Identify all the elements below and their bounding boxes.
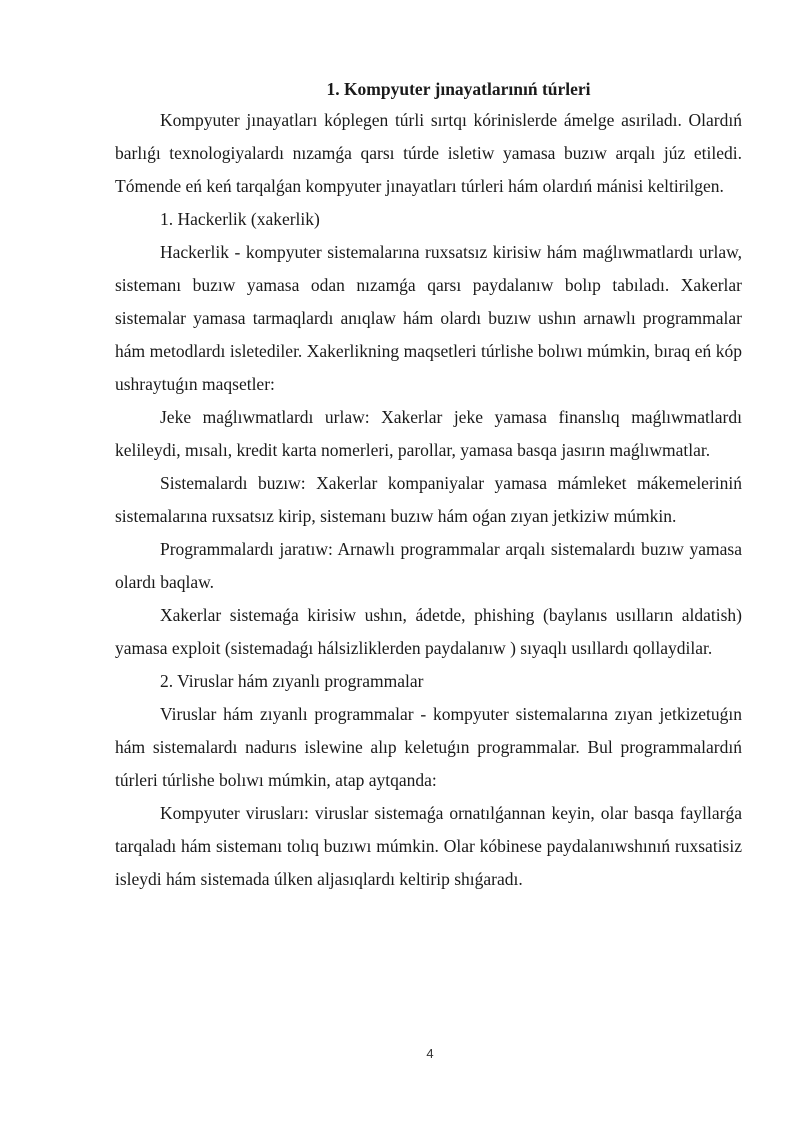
section-title: 1. Kompyuter jınayatlarınıń túrleri — [326, 79, 591, 99]
programmalardi-paragraph: Programmalardı jaratıw: Arnawlı programmalar arqalı sistemalardı buzıw yamasa olardı baqlaw. — [115, 539, 742, 592]
page-content — [115, 74, 742, 896]
page-number: 4 — [426, 1046, 434, 1061]
subheading-viruslar: 2. Viruslar hám zıyanlı programmalar — [160, 671, 424, 691]
jeke-paragraph: Jeke maǵlıwmatlardı urlaw: Xakerlar jeke yamasa finanslıq maǵlıwmatlardı kelileydi, mısalı, kredit karta nomerleri, parollar, yamasa basqa jasırın maǵlıwmatlar. — [115, 407, 742, 460]
intro-paragraph: Kompyuter jınayatları kóplegen túrli sırtqı kórinislerde ámelge asıriladı. Olardıń barlıǵı texnologiyalardı nızamǵa qarsı túrde isletiw yamasa buzıw arqalı júz etiledi. Tómende eń keń tarqalǵan kompyuter jınayatları túrleri hám olardıń mánisi keltirilgen. — [115, 110, 742, 196]
subheading-hackerlik: 1. Hackerlik (xakerlik) — [160, 209, 320, 229]
viruslar-paragraph: Viruslar hám zıyanlı programmalar - kompyuter sistemalarına zıyan jetkizetuǵın hám sistemalardı nadurıs islewine alıp keletuǵın programmalar. Bul programmalardıń túrleri túrlishe bolıwı múmkin, atap aytqanda: — [115, 704, 742, 790]
sistemalardi-paragraph: Sistemalardı buzıw: Xakerlar kompaniyalar yamasa mámleket mákemeleriniń sistemalarına ruxsatsız kirip, sistemanı buzıw hám oǵan zıyan jetkiziw múmkin. — [115, 473, 742, 526]
kompyuter-viruslari-paragraph: Kompyuter virusları: viruslar sistemaǵa ornatılǵannan keyin, olar basqa fayllarǵa tarqaladı hám sistemanı tolıq buzıwı múmkin. Olar kóbinese paydalanıwshınıń ruxsatisiz isleydi hám sistemada úlken aljasıqlardı keltirip shıǵaradı. — [115, 803, 742, 889]
xakerlar-paragraph: Xakerlar sistemaǵa kirisiw ushın, ádetde, phishing (baylanıs usılların aldatish) yamasa exploit (sistemadaǵı hálsizliklerden paydalanıw ) sıyaqlı usıllardı qollaydilar. — [115, 605, 742, 658]
hackerlik-paragraph: Hackerlik - kompyuter sistemalarına ruxsatsız kirisiw hám maǵlıwmatlardı urlaw, sistemanı buzıw yamasa odan nızamǵa qarsı paydalanıw bolıp tabıladı. Xakerlar sistemalar yamasa tarmaqlardı anıqlaw hám olardı buzıw ushın arnawlı programmalar hám metodlardı isletediler. Xakerlikning maqsetleri túrlishe bolıwı múmkin, bıraq eń kóp ushraytuǵın maqsetler: — [115, 242, 742, 394]
